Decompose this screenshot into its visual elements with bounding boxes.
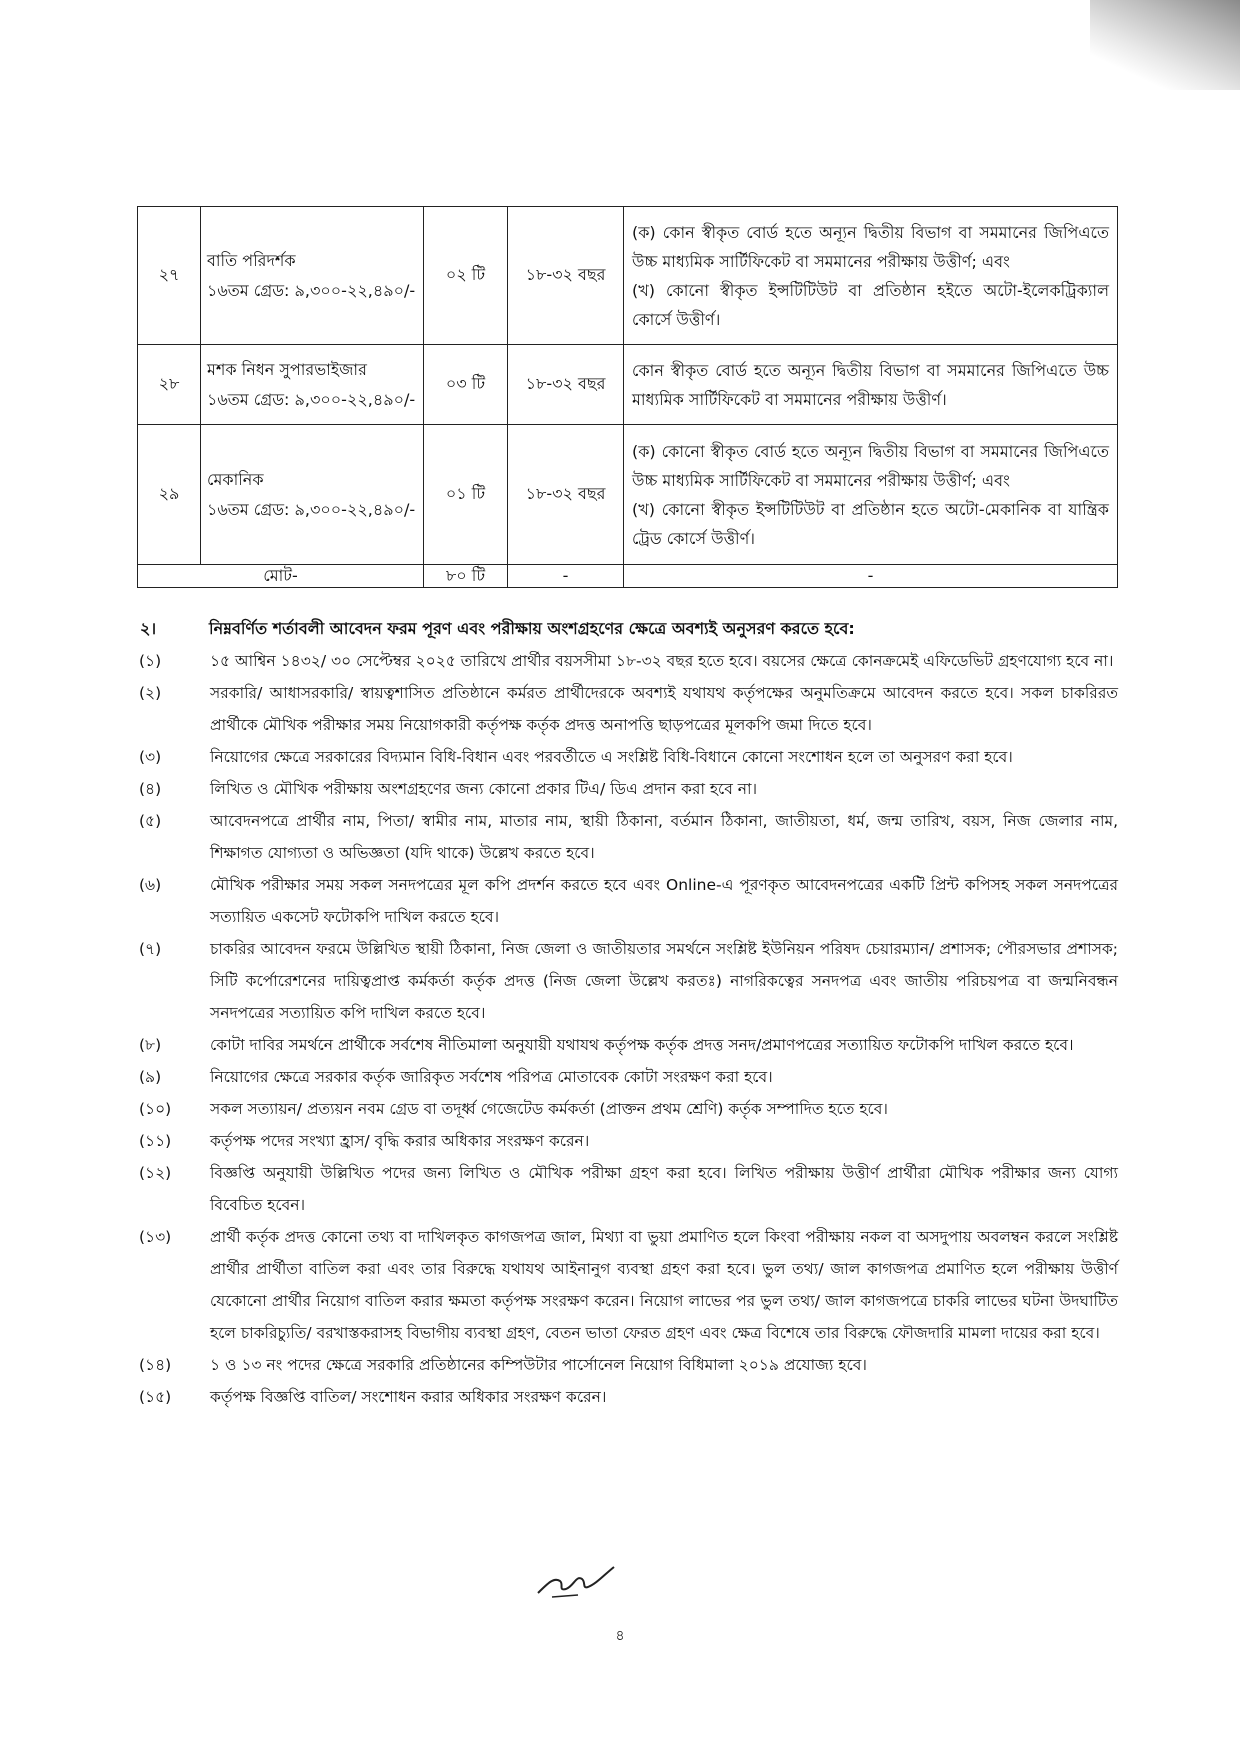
post-name-cell bbox=[201, 425, 424, 565]
list-item bbox=[137, 1061, 1118, 1093]
clause-number: (১৫) bbox=[139, 1388, 172, 1406]
list-item bbox=[137, 1029, 1118, 1061]
clause-text: কোটা দাবির সমর্থনে প্রার্থীকে সর্বশেষ নীতিমালা অনুযায়ী যথাযথ কর্তৃপক্ষ কর্তৃক প্রদত্ত সনদ/প্রমাণপত্রের সত্যায়িত ফটোকপি দাখিল করতে হবে। bbox=[210, 1036, 1074, 1054]
total-qualification: - bbox=[624, 565, 1118, 588]
qualification-item: (ক) কোনো স্বীকৃত বোর্ড হতে অন্যূন দ্বিতীয় বিভাগ বা সমমানের জিপিএতে উচ্চ মাধ্যমিক সার্টিফিকেট বা সমমানের পরীক্ষায় উত্তীর্ণ; এবং bbox=[632, 441, 1109, 490]
qualification-cell bbox=[624, 425, 1118, 565]
list-item bbox=[137, 805, 1118, 869]
clause-text: সরকারি/ আধাসরকারি/ স্বায়ত্বশাসিত প্রতিষ্ঠানে কর্মরত প্রার্থীদেরকে অবশ্যই যথাযথ কর্তৃপক্ষের অনুমতিক্রমে আবেদন করতে হবে। সকল চাকরিরত প্রার্থীকে মৌখিক পরীক্ষার সময় নিয়োগকারী কর্তৃপক্ষ কর্তৃক প্রদত্ত অনাপত্তি ছাড়পত্রের মূলকপি জমা দিতে হবে। bbox=[210, 684, 1118, 734]
clause-text: বিজ্ঞপ্তি অনুযায়ী উল্লিখিত পদের জন্য লিখিত ও মৌখিক পরীক্ষা গ্রহণ করা হবে। লিখিত পরীক্ষায় উত্তীর্ণ প্রার্থীরা মৌখিক পরীক্ষার জন্য যোগ্য বিবেচিত হবেন। bbox=[210, 1164, 1118, 1214]
list-item bbox=[137, 1381, 1118, 1413]
clause-number: (১০) bbox=[139, 1100, 172, 1118]
serial-cell: ২৭ bbox=[138, 207, 201, 345]
post-count-cell: ০৩ টি bbox=[424, 345, 508, 425]
list-item bbox=[137, 869, 1118, 933]
page-number: ৪ bbox=[615, 1628, 625, 1644]
post-count-cell: ০২ টি bbox=[424, 207, 508, 345]
list-item bbox=[137, 741, 1118, 773]
age-limit-cell: ১৮-৩২ বছর bbox=[508, 345, 624, 425]
total-count: ৮০ টি bbox=[424, 565, 508, 588]
table-row bbox=[138, 345, 1118, 425]
clause-text: কর্তৃপক্ষ পদের সংখ্যা হ্রাস/ বৃদ্ধি করার অধিকার সংরক্ষণ করেন। bbox=[210, 1132, 590, 1150]
clause-number: (৪) bbox=[139, 780, 162, 798]
signature bbox=[530, 1553, 620, 1608]
clause-number: (১৪) bbox=[139, 1356, 172, 1374]
clause-text: মৌখিক পরীক্ষার সময় সকল সনদপত্রের মূল কপি প্রদর্শন করতে হবে এবং Online-এ পূরণকৃত আবেদনপত্রের একটি প্রিন্ট কপিসহ সকল সনদপত্রের সত্যায়িত একসেট ফটোকপি দাখিল করতে হবে। bbox=[210, 876, 1118, 926]
list-item bbox=[137, 1221, 1118, 1349]
post-name: মশক নিধন সুপারভাইজার bbox=[207, 359, 367, 379]
clause-number: (১১) bbox=[139, 1132, 172, 1150]
table-row bbox=[138, 425, 1118, 565]
clause-text: লিখিত ও মৌখিক পরীক্ষায় অংশগ্রহণের জন্য কোনো প্রকার টিএ/ ডিএ প্রদান করা হবে না। bbox=[210, 780, 758, 798]
age-limit-cell: ১৮-৩২ বছর bbox=[508, 207, 624, 345]
list-item bbox=[137, 1157, 1118, 1221]
list-item bbox=[137, 1349, 1118, 1381]
qualification-item: (ক) কোন স্বীকৃত বোর্ড হতে অন্যূন দ্বিতীয় বিভাগ বা সমমানের জিপিএতে উচ্চ মাধ্যমিক সার্টিফিকেট বা সমমানের পরীক্ষায় উত্তীর্ণ; এবং bbox=[632, 222, 1109, 271]
total-row bbox=[138, 565, 1118, 588]
section-number: ২। bbox=[140, 619, 157, 638]
clause-number: (৫) bbox=[139, 812, 162, 830]
qualification-item: কোন স্বীকৃত বোর্ড হতে অন্যূন দ্বিতীয় বিভাগ বা সমমানের জিপিএতে উচ্চ মাধ্যমিক সার্টিফিকেট বা সমমানের পরীক্ষায় উত্তীর্ণ। bbox=[632, 360, 1109, 409]
list-item bbox=[137, 645, 1118, 677]
post-grade: ১৬তম গ্রেড: ৯,৩০০-২২,৪৯০/- bbox=[207, 389, 416, 409]
clause-number: (৭) bbox=[139, 940, 162, 958]
clause-number: (২) bbox=[139, 684, 162, 702]
total-age: - bbox=[508, 565, 624, 588]
serial-cell: ২৮ bbox=[138, 345, 201, 425]
clause-text: প্রার্থী কর্তৃক প্রদত্ত কোনো তথ্য বা দাখিলকৃত কাগজপত্র জাল, মিথ্যা বা ভুয়া প্রমাণিত হলে কিংবা পরীক্ষায় নকল বা অসদুপায় অবলম্বন করলে সংশ্লিষ্ট প্রার্থীর প্রার্থীতা বাতিল করা এবং তার বিরুদ্ধে যথাযথ আইনানুগ ব্যবস্থা গ্রহণ করা হবে। ভুল তথ্য/ জাল কাগজপত্র প্রমাণিত হলে পরীক্ষায় উত্তীর্ণ যেকোনো প্রার্থীর নিয়োগ বাতিল করার ক্ষমতা কর্তৃপক্ষ সংরক্ষণ করেন। নিয়োগ লাভের পর ভুল তথ্য/ জাল কাগজপত্রে চাকরি লাভের ঘটনা উদঘাটিত হলে চাকরিচ্যুতি/ বরখাস্তকরাসহ বিভাগীয় ব্যবস্থা গ্রহণ, বেতন ভাতা ফেরত গ্রহণ এবং ক্ষেত্র বিশেষে তার বিরুদ্ধে ফৌজদারি মামলা দায়ের করা হবে। bbox=[210, 1228, 1118, 1342]
clause-number: (১) bbox=[139, 652, 162, 670]
serial-cell: ২৯ bbox=[138, 425, 201, 565]
post-grade: ১৬তম গ্রেড: ৯,৩০০-২২,৪৯০/- bbox=[207, 499, 416, 519]
clause-text: চাকরির আবেদন ফরমে উল্লিখিত স্থায়ী ঠিকানা, নিজ জেলা ও জাতীয়তার সমর্থনে সংশ্লিষ্ট ইউনিয়ন পরিষদ চেয়ারম্যান/ প্রশাসক; পৌরসভার প্রশাসক; সিটি কর্পোরেশনের দায়িত্বপ্রাপ্ত কর্মকর্তা কর্তৃক প্রদত্ত (নিজ জেলা উল্লেখ করতঃ) নাগরিকত্বের সনদপত্র এবং জাতীয় পরিচয়পত্র বা জন্মনিবন্ধন সনদপত্রের সত্যায়িত কপি দাখিল করতে হবে। bbox=[210, 940, 1118, 1022]
clause-number: (৩) bbox=[139, 748, 162, 766]
clause-text: নিয়োগের ক্ষেত্রে সরকার কর্তৃক জারিকৃত সর্বশেষ পরিপত্র মোতাবেক কোটা সংরক্ষণ করা হবে। bbox=[210, 1068, 773, 1086]
clause-number: (১২) bbox=[139, 1164, 172, 1182]
post-name-cell bbox=[201, 345, 424, 425]
page-corner-shadow bbox=[1090, 0, 1240, 90]
qualification-cell bbox=[624, 207, 1118, 345]
post-name-cell bbox=[201, 207, 424, 345]
posts-table bbox=[137, 206, 1118, 588]
list-item bbox=[137, 773, 1118, 805]
clause-number: (৮) bbox=[139, 1036, 162, 1054]
post-name: মেকানিক bbox=[207, 469, 264, 489]
clause-text: নিয়োগের ক্ষেত্রে সরকারের বিদ্যমান বিধি-বিধান এবং পরবর্তীতে এ সংশ্লিষ্ট বিধি-বিধানে কোনো সংশোধন হলে তা অনুসরণ করা হবে। bbox=[210, 748, 1013, 766]
clause-text: কর্তৃপক্ষ বিজ্ঞপ্তি বাতিল/ সংশোধন করার অধিকার সংরক্ষণ করেন। bbox=[210, 1388, 607, 1406]
clause-number: (১৩) bbox=[139, 1228, 172, 1246]
clause-text: ১ ও ১৩ নং পদের ক্ষেত্রে সরকারি প্রতিষ্ঠানের কম্পিউটার পার্সোনেল নিয়োগ বিধিমালা ২০১৯ প্রযোজ্য হবে। bbox=[210, 1356, 867, 1374]
clause-number: (৯) bbox=[139, 1068, 162, 1086]
table-row bbox=[138, 207, 1118, 345]
clause-text: ১৫ আশ্বিন ১৪৩২/ ৩০ সেপ্টেম্বর ২০২৫ তারিখে প্রার্থীর বয়সসীমা ১৮-৩২ বছর হতে হবে। বয়সের ক্ষেত্রে কোনক্রমেই এফিডেভিট গ্রহণযোগ্য হবে না। bbox=[210, 652, 1114, 670]
post-name: বাতি পরিদর্শক bbox=[207, 250, 296, 270]
age-limit-cell: ১৮-৩২ বছর bbox=[508, 425, 624, 565]
clause-number: (৬) bbox=[139, 876, 162, 894]
qualification-item: (খ) কোনো স্বীকৃত ইন্সটিটিউট বা প্রতিষ্ঠান হইতে অটো-ইলেকট্রিক্যাল কোর্সে উত্তীর্ণ। bbox=[632, 280, 1109, 329]
section-title: নিম্নবর্ণিত শর্তাবলী আবেদন ফরম পূরণ এবং পরীক্ষায় অংশগ্রহণের ক্ষেত্রে অবশ্যই অনুসরণ করতে হবে: bbox=[209, 619, 855, 638]
post-count-cell: ০১ টি bbox=[424, 425, 508, 565]
list-item bbox=[137, 1093, 1118, 1125]
total-label: মোট- bbox=[138, 565, 424, 588]
qualification-cell bbox=[624, 345, 1118, 425]
post-grade: ১৬তম গ্রেড: ৯,৩০০-২২,৪৯০/- bbox=[207, 280, 416, 300]
list-item bbox=[137, 933, 1118, 1029]
conditions-list bbox=[137, 645, 1118, 1413]
list-item bbox=[137, 1125, 1118, 1157]
clause-text: আবেদনপত্রে প্রার্থীর নাম, পিতা/ স্বামীর নাম, মাতার নাম, স্থায়ী ঠিকানা, বর্তমান ঠিকানা, জাতীয়তা, ধর্ম, জন্ম তারিখ, বয়স, নিজ জেলার নাম, শিক্ষাগত যোগ্যতা ও অভিজ্ঞতা (যদি থাকে) উল্লেখ করতে হবে। bbox=[210, 812, 1118, 862]
list-item bbox=[137, 677, 1118, 741]
clause-text: সকল সত্যায়ন/ প্রত্যয়ন নবম গ্রেড বা তদূর্ধ্ব গেজেটেড কর্মকর্তা (প্রাক্তন প্রথম শ্রেণি) কর্তৃক সম্পাদিত হতে হবে। bbox=[210, 1100, 888, 1118]
qualification-item: (খ) কোনো স্বীকৃত ইন্সটিটিউট বা প্রতিষ্ঠান হতে অটো-মেকানিক বা যান্ত্রিক ট্রেড কোর্সে উত্তীর্ণ। bbox=[632, 499, 1109, 548]
